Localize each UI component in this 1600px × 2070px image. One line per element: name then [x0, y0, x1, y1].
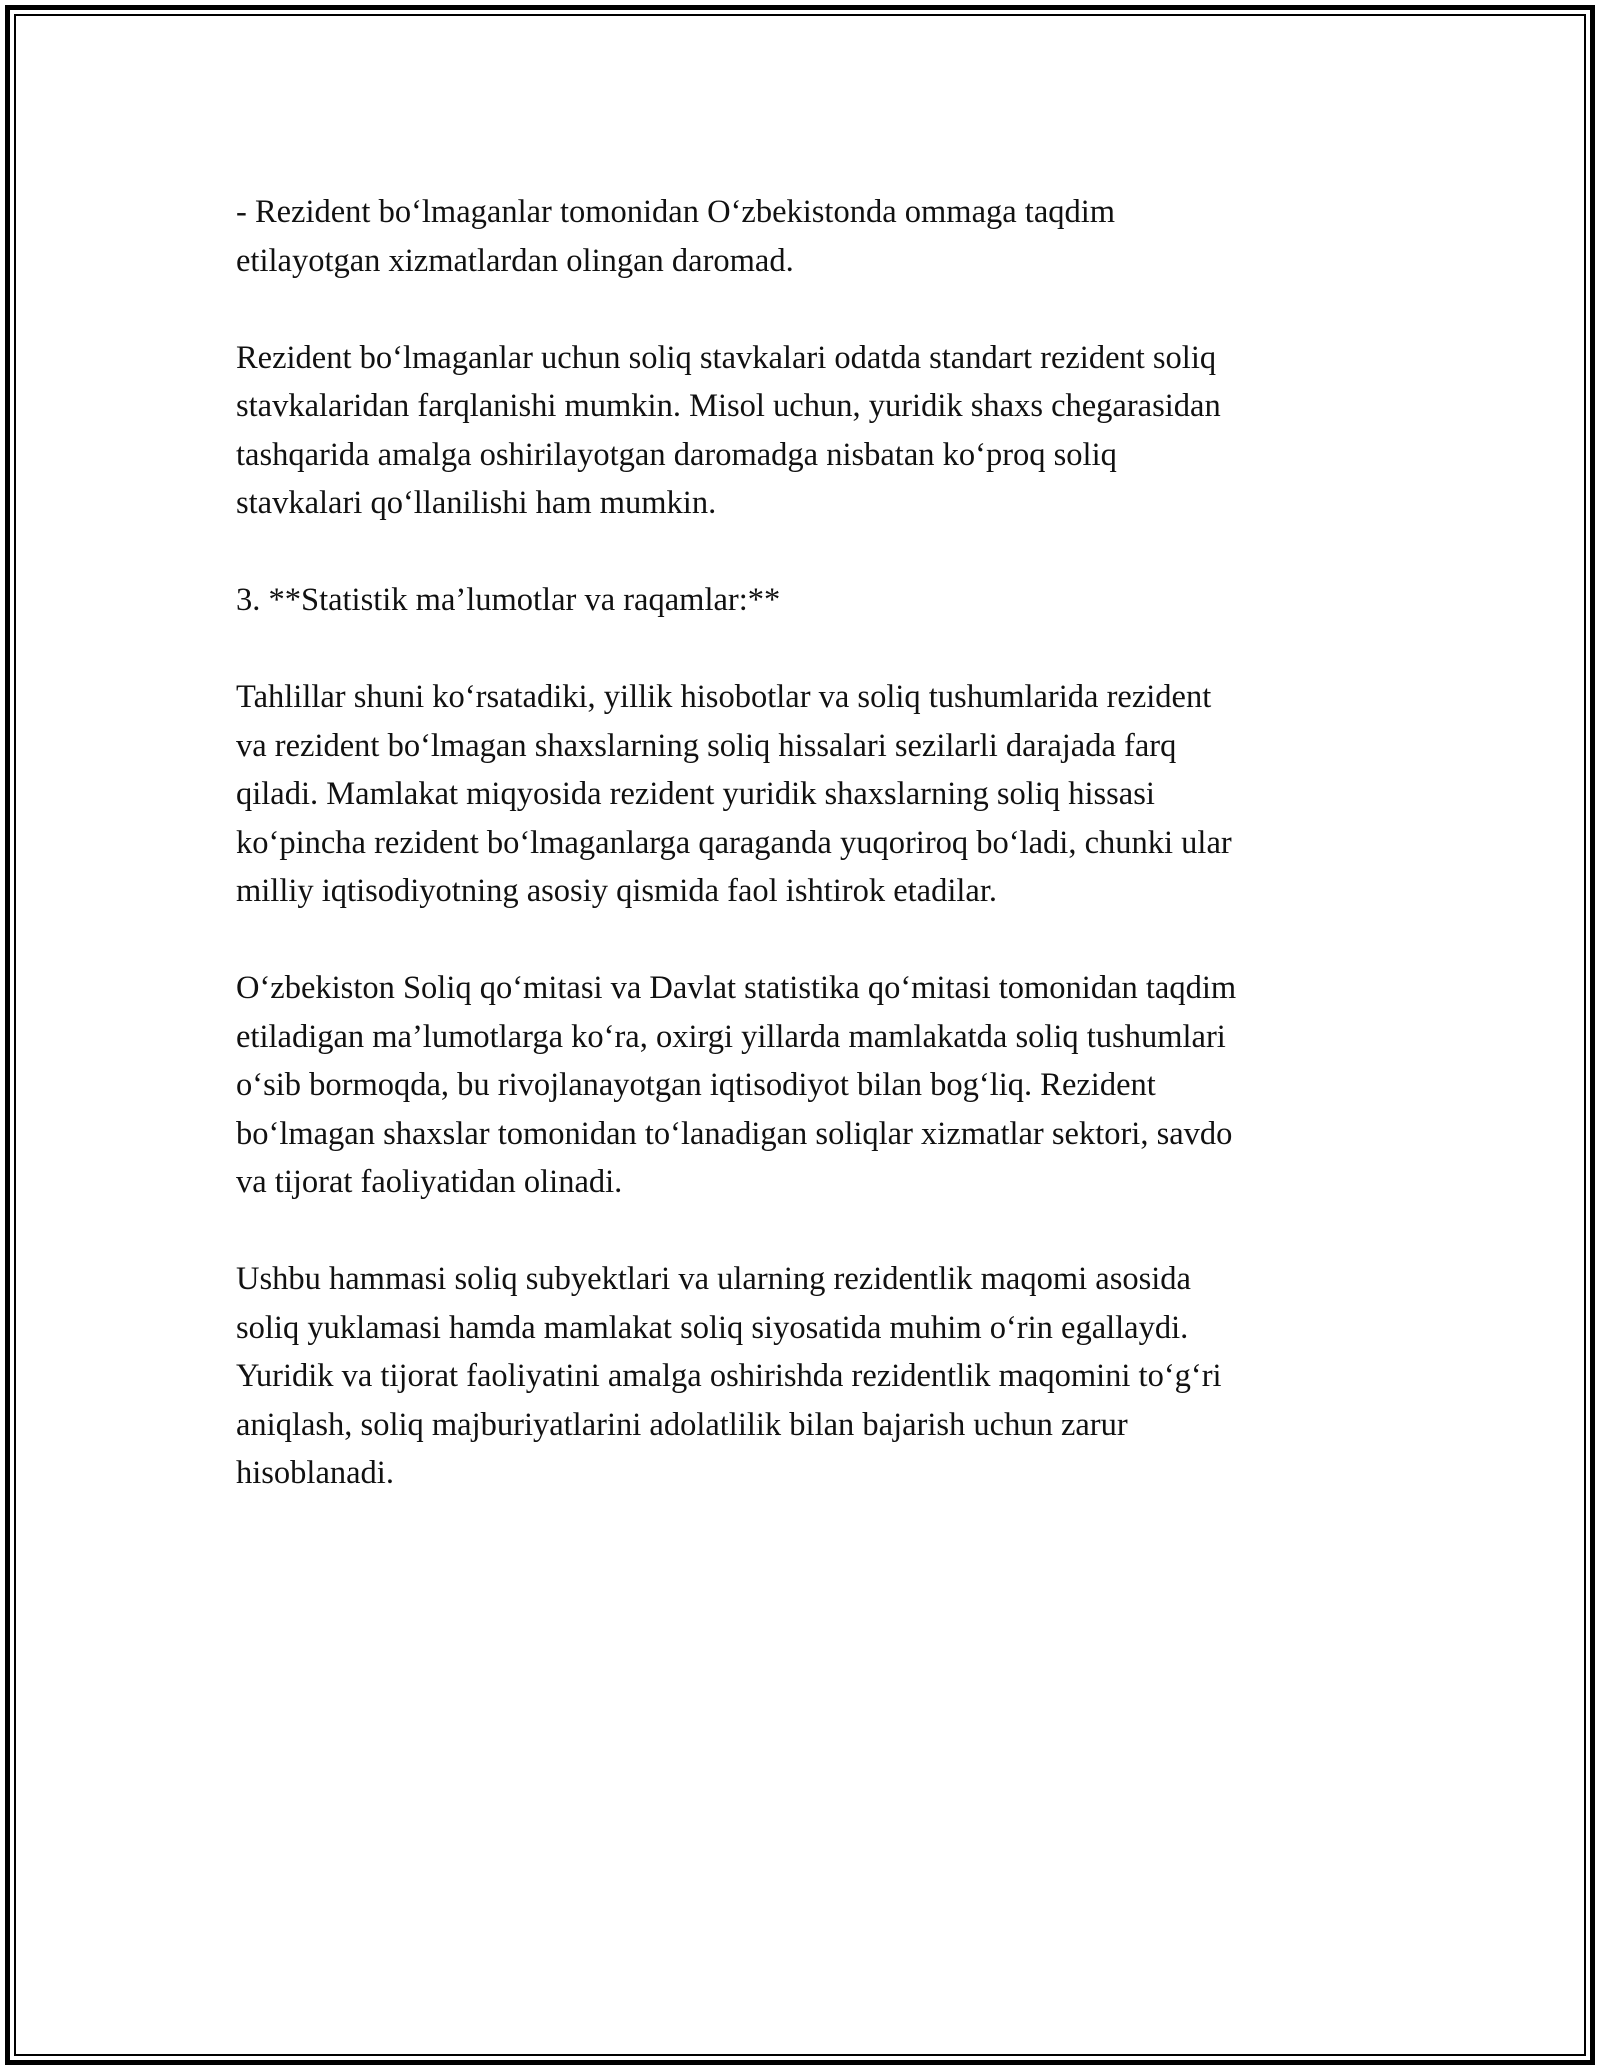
document-body [236, 188, 1386, 1546]
paragraph-nonresident-tax-rates: Rezident bo‘lmaganlar uchun soliq stavkalari odatda standart rezident soliq stavkalaridan farqlanishi mumkin. Misol uchun, yuridik shaxs chegarasidan tashqarida amalga oshirilayotgan daromadga nisbatan ko‘proq soliq stavkalari qo‘llanilishi ham mumkin. [236, 339, 1221, 521]
paragraph-nonresident-services-income: - Rezident bo‘lmaganlar tomonidan O‘zbekistonda ommaga taqdim etilayotgan xizmatlardan olingan daromad. [236, 194, 1116, 279]
paragraph-analysis: Tahlillar shuni ko‘rsatadiki, yillik hisobotlar va soliq tushumlarida rezident va rezident bo‘lmagan shaxslarning soliq hissalari sezilarli darajada farq qiladi. Mamlakat miqyosida rezident yuridik shaxslarning soliq hissasi ko‘pincha rezident bo‘lmaganlarga qaraganda yuqoriroq bo‘ladi, chunki ular milliy iqtisodiyotning asosiy qismida faol ishtirok etadilar. [236, 679, 1232, 909]
paragraph-conclusion: Ushbu hammasi soliq subyektlari va ularning rezidentlik maqomi asosida soliq yuklamasi hamda mamlakat soliq siyosatida muhim o‘rin egallaydi. Yuridik va tijorat faoliyatini amalga oshirishda rezidentlik maqomini to‘g‘ri aniqlash, soliq majburiyatlarini adolatlilik bilan bajarish uchun zarur hisoblanadi. [236, 1261, 1222, 1491]
section-heading-statistics: 3. **Statistik ma’lumotlar va raqamlar:** [236, 582, 781, 618]
paragraph-committee-data: O‘zbekiston Soliq qo‘mitasi va Davlat statistika qo‘mitasi tomonidan taqdim etiladigan ma’lumotlarga ko‘ra, oxirgi yillarda mamlakatda soliq tushumlari o‘sib bormoqda, bu rivojlanayotgan iqtisodiyot bilan bog‘liq. Rezident bo‘lmagan shaxslar tomonidan to‘lanadigan soliqlar xizmatlar sektori, savdo va tijorat faoliyatidan olinadi. [236, 970, 1237, 1200]
